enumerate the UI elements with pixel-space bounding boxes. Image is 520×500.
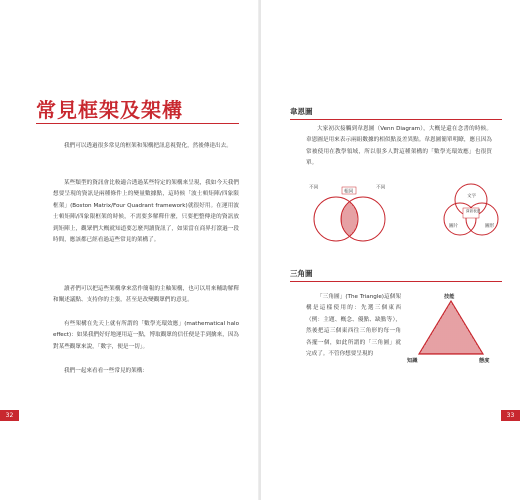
title-underline bbox=[36, 123, 239, 124]
left-page bbox=[0, 0, 259, 500]
venn3-label-left: 圖片 bbox=[449, 224, 459, 229]
body-paragraph: 讀者們可以把這些架構拿來當作簡報的主軸架構，也可以用來輔助解釋和闡述議點、支持你的主張，甚至是改變觀眾們的意見。 bbox=[53, 286, 239, 304]
venn3-label-top: 文字 bbox=[467, 194, 477, 199]
page-title: 常見框架及架構 bbox=[36, 98, 183, 122]
body-paragraph: 有些架構在先天上就有所謂的「數學光環效應」(mathematical halo effect)：如果我們好好地運用這一點，博取觀眾的信任便是手到擒來，因為對某些觀眾來說，「數字，便是一切」。 bbox=[53, 321, 240, 350]
right-page bbox=[261, 0, 520, 500]
page-number: 33 bbox=[501, 410, 520, 421]
section-rule bbox=[290, 281, 502, 282]
venn-paragraph: 大家初次接觸到韋恩圖（Venn Diagram），大概是還在念書的時候。韋恩圖是用來表示兩組數據的相似點及差異點。韋恩圖簡單明瞭，應且因為常被使用在教學領域，所以很多人對這種架構的「數學光環效應」也很買單。 bbox=[306, 126, 492, 167]
body-paragraph: 某些類型的資訊會比較適合透過某些特定的架構來呈現，我如今天我們想要呈現的資訊是兩種條件上的變量數據點，這時候「波士頓矩陣/四象限框架」(Boston Matrix/Four Quadrant framework)就很好用。在運用波士頓矩陣/四象限框架的時候，不需要多解釋什麼，只要把整傳達的資訊放到矩陣上，觀眾們大概就知道要怎麼判讀資訊了，如果當在商界打滾過一段時間，應該都已經看過這些常見的架構了。 bbox=[53, 180, 239, 244]
venn-label-right: 不同 bbox=[376, 185, 386, 191]
triangle-label-top: 技能 bbox=[444, 294, 455, 300]
venn-diagram-three-circles bbox=[432, 181, 510, 243]
section-rule bbox=[290, 119, 502, 120]
venn-diagram-two-circles bbox=[303, 181, 396, 243]
venn3-label-right: 圖形 bbox=[485, 224, 495, 229]
triangle-shape bbox=[419, 301, 483, 354]
body-paragraph: 我們可以透過很多常見的框架和架構把訊息視覺化，然後傳達出去。 bbox=[64, 143, 232, 149]
triangle-diagram bbox=[399, 292, 499, 368]
section-heading-triangle: 三角圖 bbox=[290, 269, 313, 278]
triangle-label-left: 知識 bbox=[407, 358, 418, 364]
body-paragraph: 我們一起來看看一些常見的架構： bbox=[64, 368, 148, 374]
venn3-label-center: 資訊表達 bbox=[466, 209, 481, 213]
section-heading-venn: 韋恩圖 bbox=[290, 107, 313, 116]
venn-label-left: 不同 bbox=[309, 185, 319, 191]
page-number: 32 bbox=[0, 410, 19, 421]
venn-label-center: 相同 bbox=[344, 189, 354, 195]
triangle-label-right: 態度 bbox=[479, 358, 490, 364]
triangle-paragraph: 「三角圖」(The Triangle)這個架構是這樣使用的：先選三個東西（例：主題、概念、優點、缺點等），然後把這三個東西往三角形的每一角各擺一個，如此所謂的「三角圖」就完成了。不管你想要呈現的 bbox=[306, 294, 401, 358]
